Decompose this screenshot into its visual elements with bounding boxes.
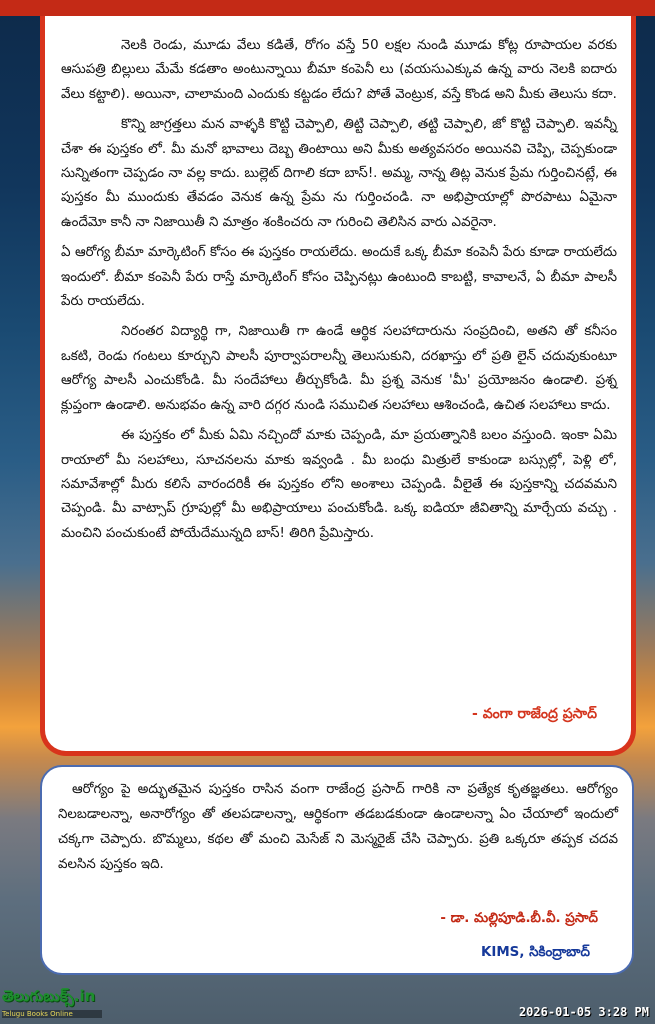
paragraph-4: నిరంతర విద్యార్థి గా, నిజాయితీ గా ఉండే ఆర్థిక సలహాదారును సంప్రదించి, అతని తో కనీసం ఒకటి, రెండు గంటలు కూర్చుని పాలసీ పూర్వాపరాలన్నీ తెలుసుకుని, దరఖాస్తు లో ప్రతి లైన్ చదువుకుంటూ ఆరోగ్య పాలసీ ఎంచుకోండి. మీ సందేహాలు తీర్చుకోండి. మీ ప్రశ్న వెనుక 'మీ' ప్రయోజనం ఉండాలి. ప్రశ్న క్లుప్తంగా ఉండాలి. అనుభవం ఉన్న వారి దగ్గర నుండి సముచిత సలహాలు ఆశించండి, ఉచిత సలహాలు కాదు. [61,324,617,413]
paragraph-1: నెలకి రెండు, మూడు వేలు కడితే, రోగం వస్తే 50 లక్షల నుండి మూడు కోట్ల రూపాయల వరకు ఆసుపత్రి బిల్లులు మేమే కడతాం అంటున్నాయి బీమా కంపెనీ లు (వయసుఎక్కువ ఉన్న వారు నెలకి ఐదారు వేలు కట్టాలి). అయినా, చాలామంది ఎందుకు కట్టడం లేదు? పోతే వెంట్రుక, వస్తే కొండ అని మీకు తెలుసు కదా. [61,38,617,102]
endorser-affiliation: KIMS, సికింద్రాబాద్ [481,945,590,960]
paragraph-2: కొన్ని జాగ్రత్తలు మన వాళ్ళకి కొట్టి చెప్పాలి, తిట్టి చెప్పాలి, తట్టి చెప్పాలి, జో కొట్టి చెప్పాలి. ఇవన్నీ చేశా ఈ పుస్తకం లో. మీ మనో భావాలు దెబ్బ తింటాయి అని మీకు అత్యవసరం అయినవి చెప్పి, చెప్పకుండా సున్నితంగా చెప్పడం నా వల్ల కాదు. బుల్లెట్ దిగాలి కదా బాస్!. అమ్మ, నాన్న తిట్ల వెనుక ప్రేమ గుర్తించినట్లే, ఈ పుస్తకం మీ ముందుకు తేవడం వెనుక ఉన్న ప్రేమ ను గుర్తించండి. నా అభిప్రాయాల్లో పొరపాటు ఏమైనా ఉందేమో కానీ నా నిజాయితీ ని మాత్రం శంకించరు నా గురించి తెలిసిన వారు ఎవరైనా. [61,117,617,230]
endorsement-text: ఆరోగ్యం పై అద్భుతమైన పుస్తకం రాసిన వంగా రాజేంద్ర ప్రసాద్ గారికి నా ప్రత్యేక కృతజ్ఞతలు. ఆరోగ్యం నిలబడాలన్నా, అనారోగ్యం తో తలపడాలన్నా, ఆర్థికంగా తడబడకుండా ఉండాలన్నా ఏం చేయాలో ఇందులో చక్కగా చెప్పారు. బొమ్మలు, కథల తో మంచి మెసేజ్ ని మెస్మరైజ్ చేసి చెప్పారు. ప్రతి ఒక్కరూ తప్పక చదవ వలసిన పుస్తకం ఇది. [58,782,618,872]
author-note-card [40,16,636,756]
site-tagline: Telugu Books Online [2,1010,102,1018]
top-red-strip [0,0,655,16]
endorsement-card [40,765,634,975]
endorser-signature: - డా. మల్లిపూడి.బీ.వీ. ప్రసాద్ [440,911,598,926]
site-name: తెలుగుబుక్స్.in [2,987,96,1005]
paragraph-5: ఈ పుస్తకం లో మీకు ఏమి నచ్చిందో మాకు చెప్పండి, మా ప్రయత్నానికి బలం వస్తుంది. ఇంకా ఏమి రాయాలో మీ సలహాలు, సూచనలను మాకు ఇవ్వండి . మీ బంధు మిత్రులే కాకుండా బస్సుల్లో, పెళ్లి లో, సమావేశాల్లో మీరు కలిసే వారందరికీ ఈ పుస్తకం లోని అంశాలు చెప్పండి. వీలైతే ఈ పుస్తకాన్ని చదవమని చెప్పండి. మీ వాట్సాప్ గ్రూపుల్లో మీ అభిప్రాయాలు పంచుకోండి. ఒక్క ఐడియా జీవితాన్ని మార్చేయ వచ్చు . మంచిని పంచుకుంటే పోయేదేమున్నది బాస్! తిరిగి ప్రేమిస్తారు. [61,428,617,541]
capture-timestamp: 2026-01-05 3:28 PM [518,1005,649,1019]
site-watermark-logo [2,986,116,1020]
author-signature: - వంగా రాజేంద్ర ప్రసాద్ [472,706,597,722]
paragraph-3: ఏ ఆరోగ్య బీమా మార్కెటింగ్ కోసం ఈ పుస్తకం రాయలేదు. అందుకే ఒక్క బీమా కంపెనీ పేరు కూడా రాయలేదు ఇందులో. బీమా కంపెనీ పేరు రాస్తే మార్కెటింగ్ కోసం చెప్పినట్లు ఉంటుంది కాబట్టి, కావాలనే, ఏ బీమా పాలసీ పేరు రాయలేదు. [61,245,617,310]
